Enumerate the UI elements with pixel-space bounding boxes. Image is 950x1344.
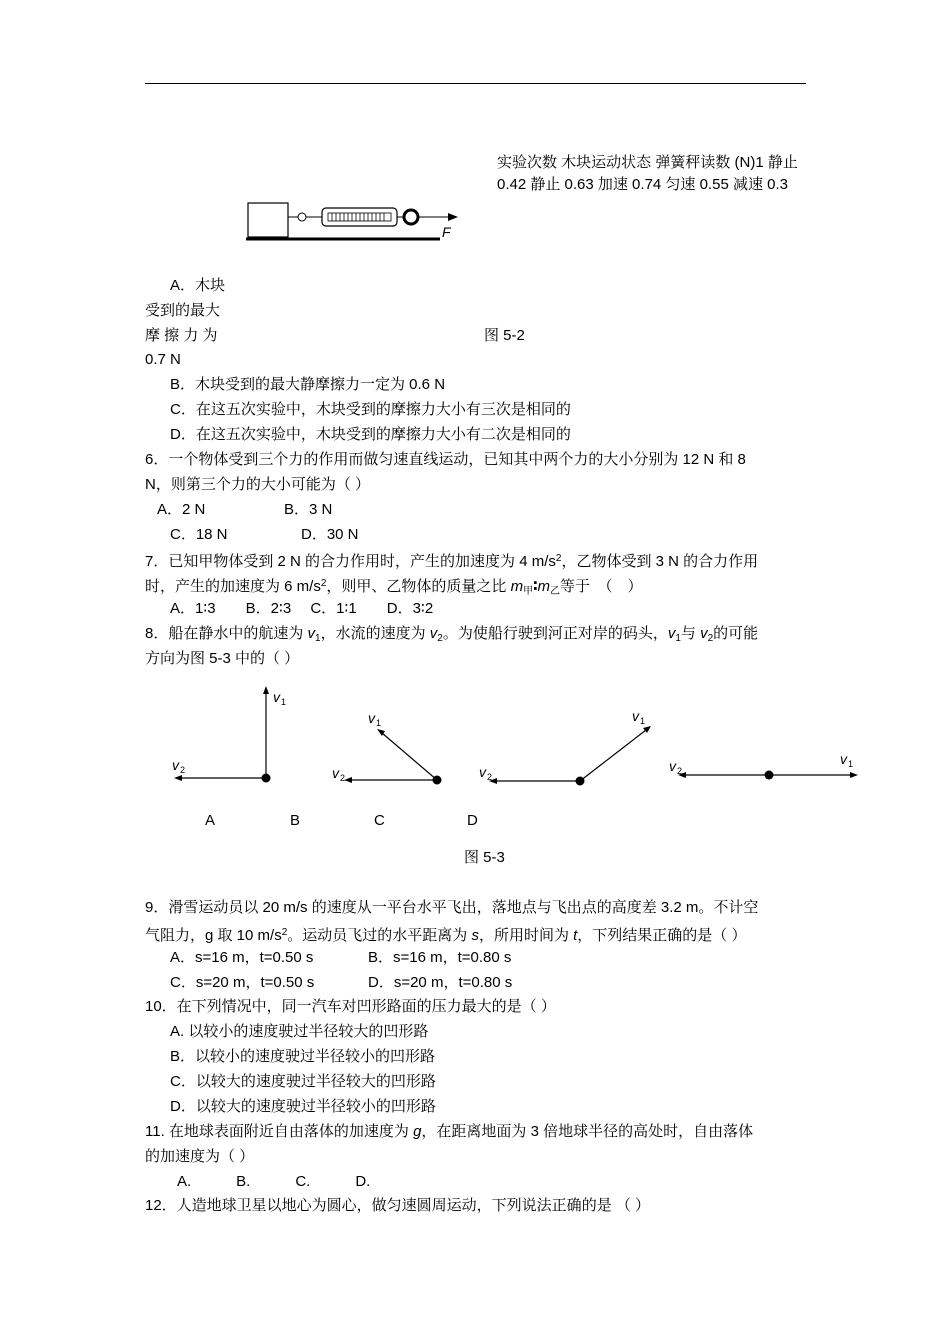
q11-options: A. B. C. D. <box>177 1173 371 1190</box>
q9-stem-1: 9．滑雪运动员以 20 m/s 的速度从一平台水平飞出，落地点与飞出点的高度差 3.2 m。不计空 <box>145 899 759 916</box>
q9-option-b: B．s=16 m，t=0.80 s <box>368 949 512 966</box>
q9-option-c: C．s=20 m，t=0.50 s <box>170 974 315 991</box>
diagram-a <box>172 686 286 783</box>
svg-text:2: 2 <box>180 765 186 775</box>
figure-5-3-caption: 图 5-3 <box>464 849 505 866</box>
label-b: B <box>290 812 301 829</box>
q5-option-a-3: 摩 擦 力 为 <box>145 327 218 344</box>
q7-stem-1: 7．已知甲物体受到 2 N 的合力作用时，产生的加速度为 4 $m/s^2$，乙物体受到 3 N 的合力作用 <box>145 553 759 570</box>
q8-stem-2: 方向为图 5-3 中的（ ） <box>145 650 300 667</box>
svg-text:v: v <box>172 757 179 773</box>
spring-scale <box>322 208 397 226</box>
svg-text:1: 1 <box>376 718 382 728</box>
svg-text:1: 1 <box>640 716 646 726</box>
q6-option-c: C．18 N <box>170 526 228 543</box>
q5-option-a-4: 0.7 N <box>145 351 181 368</box>
figure-5-3 <box>160 680 870 840</box>
q10-stem: 10．在下列情况中，同一汽车对凹形路面的压力最大的是（ ） <box>145 998 556 1015</box>
label-c: C <box>374 812 385 829</box>
q10-option-c: C．以较大的速度驶过半径较大的凹形路 <box>170 1073 436 1090</box>
svg-text:v: v <box>479 764 486 780</box>
force-label: F <box>442 224 451 240</box>
q12-stem: 12．人造地球卫星以地心为圆心，做匀速圆周运动，下列说法正确的是 （ ） <box>145 1197 651 1214</box>
diagram-d <box>669 751 858 780</box>
svg-text:1: 1 <box>281 697 287 707</box>
q6-option-b: B．3 N <box>284 501 333 518</box>
q5-option-c: C．在这五次实验中，木块受到的摩擦力大小有三次是相同的 <box>170 401 571 418</box>
svg-text:2: 2 <box>340 773 346 783</box>
figure-5-2-caption: 图 5-2 <box>484 327 525 344</box>
q6-stem-1: 6．一个物体受到三个力的作用而做匀速直线运动，已知其中两个力的大小分别为 12 N 和 8 <box>145 451 746 468</box>
label-d: D <box>467 812 478 829</box>
q6-stem-2: N，则第三个力的大小可能为（ ） <box>145 476 371 493</box>
q9-option-a: A．s=16 m，t=0.50 s <box>170 949 314 966</box>
svg-text:v: v <box>273 689 280 705</box>
q6-option-a: A．2 N <box>157 501 206 518</box>
q9-stem-2: 气阻力，g 取 10 $m/s^2$。运动员飞过的水平距离为 s，所用时间为 t，下列结果正确的是（ ） <box>145 927 747 944</box>
q6-option-d: D．30 N <box>301 526 359 543</box>
header-rule <box>145 83 806 84</box>
q10-option-d: D．以较大的速度驶过半径较小的凹形路 <box>170 1098 436 1115</box>
hook <box>298 213 306 221</box>
q7-options: A．1∶3 B．2∶3 C．1∶1 D．3∶2 <box>170 600 434 617</box>
q5-option-b: B．木块受到的最大静摩擦力一定为 0.6 N <box>170 376 446 393</box>
svg-text:2: 2 <box>487 772 493 782</box>
figure-5-2 <box>240 195 470 250</box>
svg-text:v: v <box>632 708 639 724</box>
q11-stem-1: 11. 在地球表面附近自由落体的加速度为 g，在距离地面为 3 倍地球半径的高处时，自由落体 <box>145 1123 754 1140</box>
q8-stem-1: 8．船在静水中的航速为 $v_1$，水流的速度为 $v_2$。为使船行驶到河正对岸的码头，$v_1$与 $v_2$的可能 <box>145 625 759 644</box>
q5-option-a-2: 受到的最大 <box>145 302 221 319</box>
svg-text:2: 2 <box>677 766 683 776</box>
diagram-b <box>332 710 442 785</box>
svg-text:v: v <box>332 765 339 781</box>
label-a: A <box>205 812 216 829</box>
pulley-ring <box>404 210 418 224</box>
q7-stem-2: 时，产生的加速度为 6 $m/s^2$，则甲、乙物体的质量之比 $m_甲∶m_乙$等于 （ ） <box>145 578 643 597</box>
svg-text:v: v <box>840 751 847 767</box>
svg-text:1: 1 <box>848 759 854 769</box>
q5-option-d: D．在这五次实验中，木块受到的摩擦力大小有二次是相同的 <box>170 426 571 443</box>
q11-stem-2: 的加速度为（ ） <box>145 1148 255 1165</box>
svg-text:v: v <box>669 758 676 774</box>
q5-option-a-1: A．木块 <box>170 277 226 294</box>
q10-option-a: A. 以较小的速度驶过半径较大的凹形路 <box>170 1023 429 1040</box>
wood-block <box>248 203 288 237</box>
force-arrowhead <box>448 213 458 221</box>
q9-option-d: D．s=20 m，t=0.80 s <box>368 974 513 991</box>
experiment-table-text: 实验次数 木块运动状态 弹簧秤读数 (N)1 静止 0.42 静止 0.63 加速 0.74 匀速 0.55 减速 0.3 <box>497 154 798 193</box>
diagram-c <box>479 708 651 786</box>
q10-option-b: B．以较小的速度驶过半径较小的凹形路 <box>170 1048 436 1065</box>
svg-text:v: v <box>368 710 375 726</box>
